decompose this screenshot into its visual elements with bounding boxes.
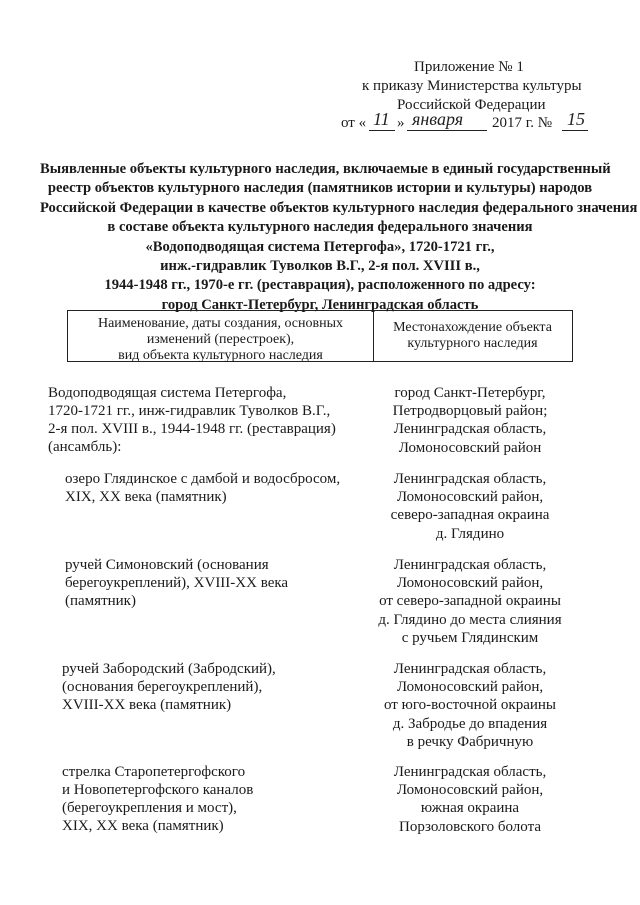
object-location-simonovsky-stream [370,556,570,647]
title-line: «Водоподводящая система Петергофа», 1720-1721 гг., [145,238,495,255]
location-line: северо-западная окраина [390,507,550,524]
location-line: Ленинградская область, [393,471,547,487]
name-line: (берегоукрепления и мост), [62,800,237,816]
date-year-number: 2017 г. № [492,115,553,131]
name-line: (ансамбль): [48,439,122,455]
header-location-line: Местонахождение объекта [393,320,552,335]
location-line: Ленинградская область, [393,661,547,677]
name-line: XIX, XX века (памятник) [65,489,227,505]
header-name-line: вид объекта культурного наследия [118,348,323,363]
name-line: ручей Симоновский (основания [65,557,269,573]
header-location-column [373,320,572,352]
table-header [67,310,573,362]
location-line: с ручьем Глядинским [401,629,539,646]
location-line: Ломоносовский район, [396,489,544,506]
location-line: Ленинградская область, [393,421,547,438]
location-line: Петродворцовый район; [392,403,548,420]
name-line: 2-я пол. XVIII в., 1944-1948 гг. (реставрация) [48,421,336,437]
document-title [40,160,638,315]
name-line: XIX, XX века (памятник) [62,818,224,834]
title-line: город Санкт-Петербург, Ленинградская область [161,296,479,313]
location-line: в речку Фабричную [406,733,534,750]
header-name-line: Наименование, даты создания, основных [97,316,344,331]
date-quote-close: » [397,115,405,131]
location-line: д. Глядино до места слияния [378,611,562,628]
object-location-canal-strelka [370,763,570,836]
name-line: стрелка Старопетергофского [62,764,246,780]
title-line: реестр объектов культурного наследия (памятников истории и культуры) народов [47,180,593,197]
title-line: Российской Федерации в качестве объектов культурного наследия федерального значения [40,199,638,216]
date-month-handwritten: января [412,109,464,129]
header-name-column [68,316,373,364]
date-month-underline [407,130,487,131]
header-name-line: изменений (перестроек), [146,332,295,347]
order-number-handwritten: 15 [567,109,585,129]
date-day-underline [369,130,395,131]
appendix-order: к приказу Министерства культуры [362,78,582,94]
name-line: Водоподводящая система Петергофа, [48,385,287,401]
location-line: Ломоносовский район, [396,679,544,696]
date-prefix: от « [341,115,367,131]
location-line: южная окраина [420,800,520,817]
name-line: XVIII-XX века (памятник) [62,697,232,713]
title-line: инж.-гидравлик Туволков В.Г., 2-я пол. XVIII в., [160,258,480,275]
appendix-title: Приложение № 1 [414,59,524,75]
object-name-ensemble [48,384,336,456]
name-line: озеро Глядинское с дамбой и водосбросом, [65,471,341,487]
object-name-zaborodsky-stream [62,660,276,714]
name-line: и Новопетергофского каналов [62,782,254,798]
location-line: Ломоносовский район, [396,575,544,592]
location-line: д. Глядино [435,525,505,542]
title-line: Выявленные объекты культурного наследия, включаемые в единый государственный [40,161,611,177]
name-line: 1720-1721 гг., инж-гидравлик Туволков В.Г., [48,403,331,419]
object-location-ensemble [370,384,570,457]
object-name-lake [65,470,340,506]
location-line: от юго-восточной окраины [384,697,556,714]
location-line: Порзоловского болота [399,818,541,835]
name-line: берегоукреплений), XVIII-XX века [65,575,289,591]
object-location-lake [370,470,570,543]
object-location-zaborodsky-stream [370,660,570,751]
appendix-ministry: Российской Федерации [397,97,546,113]
location-line: Ленинградская область, [393,557,547,573]
name-line: ручей Забородский (Забродский), [62,661,276,677]
location-line: Ломоносовский район [398,439,542,456]
object-name-canal-strelka [62,763,253,835]
order-number-underline [562,130,588,131]
date-day-handwritten: 11 [373,109,390,129]
header-location-line: культурного наследия [407,336,538,351]
title-line: в составе объекта культурного наследия федерального значения [107,219,533,236]
location-line: город Санкт-Петербург, [394,385,546,401]
location-line: Ломоносовский район, [396,782,544,799]
object-name-simonovsky-stream [65,556,288,610]
location-line: Ленинградская область, [393,764,547,780]
name-line: (основания берегоукреплений), [62,679,263,695]
location-line: д. Забродье до впадения [392,715,548,732]
title-line: 1944-1948 гг., 1970-е гг. (реставрация), расположенного по адресу: [104,277,536,294]
name-line: (памятник) [65,593,136,609]
location-line: от северо-западной окраины [379,593,561,610]
